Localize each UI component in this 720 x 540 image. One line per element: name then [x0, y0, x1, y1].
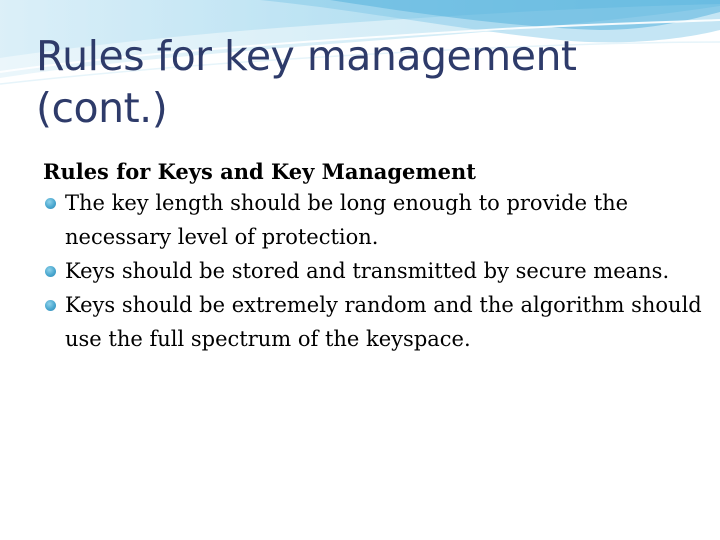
bullet-text: Keys should be stored and transmitted by secure means. — [65, 259, 670, 283]
slide-subheading: Rules for Keys and Key Management — [43, 159, 476, 184]
bullet-dot-icon — [45, 300, 56, 311]
bullet-text: Keys should be extremely random and the algorithm should use the full spectrum of the keyspace. — [65, 293, 702, 351]
bullet-item — [43, 254, 703, 288]
bullet-item — [43, 288, 703, 356]
bullet-dot-icon — [45, 198, 56, 209]
bullet-dot-icon — [45, 266, 56, 277]
bullet-item — [43, 186, 703, 254]
slide-body — [43, 158, 703, 356]
slide-title: Rules for key management (cont.) — [36, 32, 577, 132]
bullet-text: The key length should be long enough to provide the necessary level of protection. — [65, 191, 629, 249]
bullet-list — [43, 186, 703, 356]
